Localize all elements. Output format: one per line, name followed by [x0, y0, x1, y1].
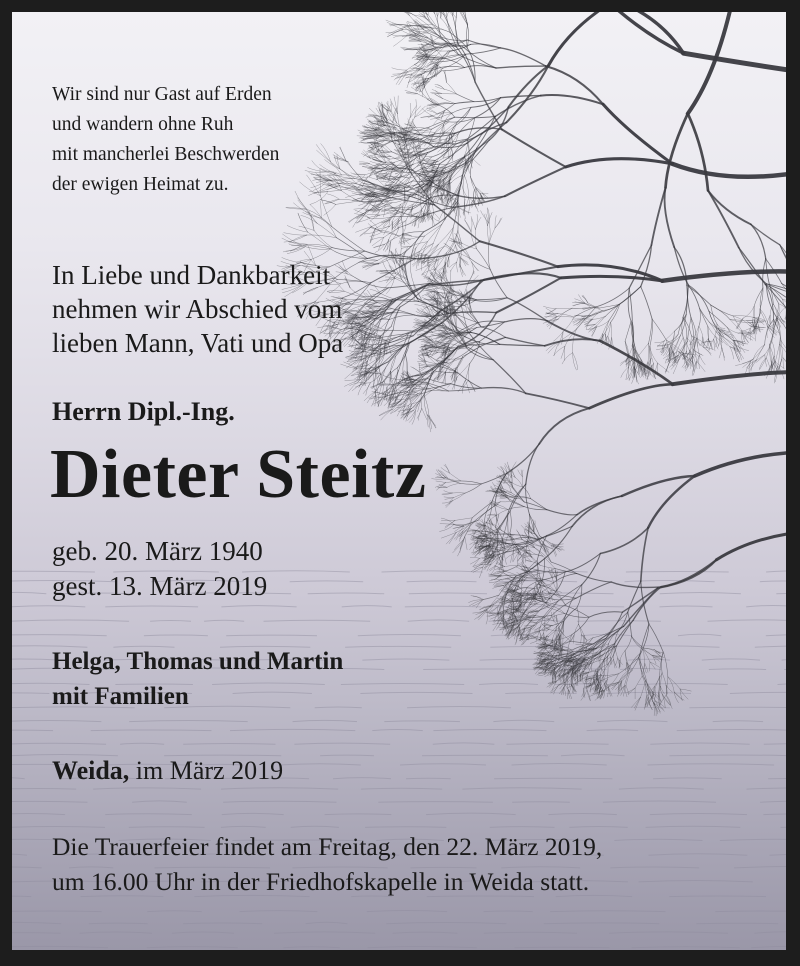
life-dates	[52, 534, 267, 604]
place-date: im März 2019	[135, 756, 284, 785]
place-name: Weida,	[52, 756, 130, 785]
intro-line: nehmen wir Abschied vom	[52, 294, 343, 324]
mourners-line: Helga, Thomas und Martin	[52, 648, 344, 675]
farewell-intro	[52, 258, 343, 360]
verse-line: mit mancherlei Beschwerden	[52, 144, 280, 165]
place-and-date	[52, 756, 283, 786]
verse	[52, 80, 279, 200]
service-line: um 16.00 Uhr in der Friedhofskapelle in Weida statt.	[52, 867, 590, 896]
funeral-service-info	[52, 829, 602, 899]
intro-line: lieben Mann, Vati und Opa	[52, 328, 344, 358]
verse-line: und wandern ohne Ruh	[52, 114, 234, 135]
obituary-card	[12, 12, 786, 950]
deceased-name: Dieter Steitz	[50, 436, 427, 513]
mourners	[52, 644, 343, 714]
verse-line: der ewigen Heimat zu.	[52, 174, 229, 195]
death-date: gest. 13. März 2019	[52, 571, 268, 601]
verse-line: Wir sind nur Gast auf Erden	[52, 84, 272, 105]
honorific-title: Herrn Dipl.-Ing.	[52, 397, 235, 426]
mourners-line: mit Familien	[52, 683, 189, 710]
birth-date: geb. 20. März 1940	[52, 536, 263, 566]
intro-line: In Liebe und Dankbarkeit	[52, 260, 331, 290]
service-line: Die Trauerfeier findet am Freitag, den 22. März 2019,	[52, 832, 603, 861]
